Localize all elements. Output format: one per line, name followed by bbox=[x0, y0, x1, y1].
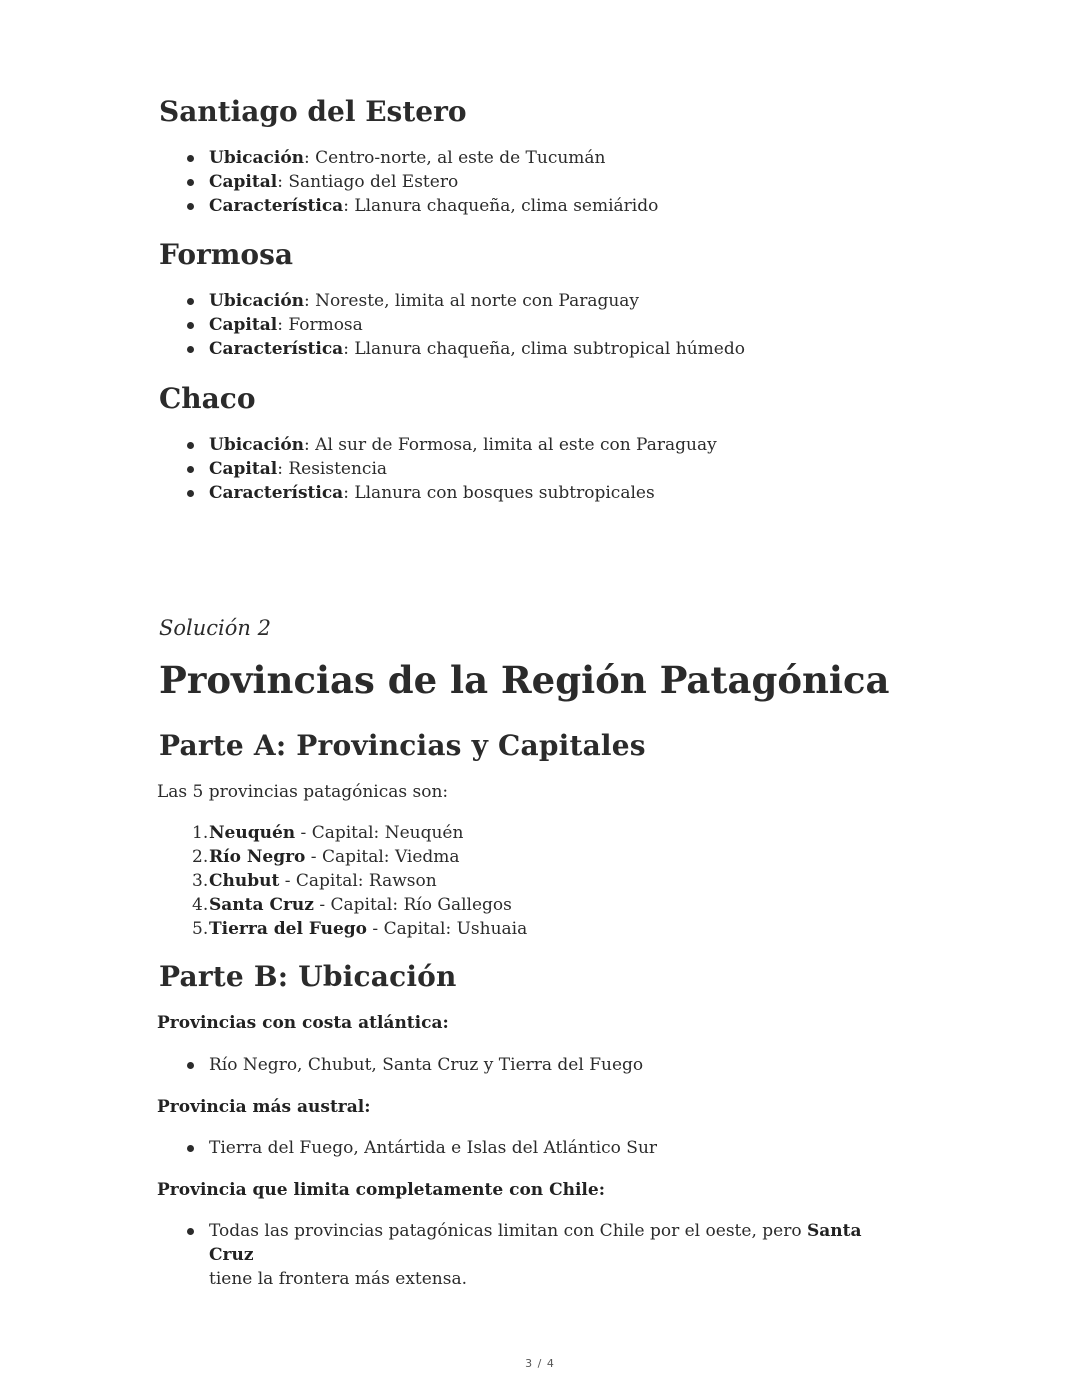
capital-text: - Capital: Río Gallegos bbox=[313, 895, 512, 915]
province-name: Neuquén bbox=[209, 823, 296, 843]
list-item bbox=[159, 1219, 899, 1291]
province-details-chaco bbox=[159, 433, 717, 505]
list-number: 1. bbox=[192, 823, 209, 843]
list-number: 5. bbox=[192, 919, 209, 939]
bullet-icon bbox=[187, 1145, 194, 1152]
list-item bbox=[159, 457, 717, 481]
capital-text: - Capital: Neuquén bbox=[295, 823, 464, 843]
part-a-intro: Las 5 provincias patagónicas son: bbox=[157, 782, 449, 802]
item-value: : Llanura chaqueña, clima subtropical húmedo bbox=[343, 339, 745, 359]
solution-label: Solución 2 bbox=[159, 616, 271, 640]
item-label: Característica bbox=[209, 483, 344, 503]
item-value: : Santiago del Estero bbox=[277, 172, 459, 192]
province-details-santiago bbox=[159, 146, 658, 218]
province-heading-formosa: Formosa bbox=[159, 238, 293, 271]
item-label: Capital bbox=[209, 315, 278, 335]
list-item bbox=[159, 917, 527, 941]
list-number: 2. bbox=[192, 847, 209, 867]
list-number: 3. bbox=[192, 871, 209, 891]
question-southernmost: Provincia más austral: bbox=[157, 1097, 371, 1117]
item-label: Característica bbox=[209, 339, 344, 359]
list-item bbox=[159, 313, 745, 337]
answer-highlight: Santa Cruz bbox=[209, 1221, 862, 1265]
question-chile-border: Provincia que limita completamente con Chile: bbox=[157, 1180, 605, 1200]
list-item bbox=[159, 869, 527, 893]
province-name: Chubut bbox=[209, 871, 280, 891]
item-value: : Llanura con bosques subtropicales bbox=[343, 483, 655, 503]
item-label: Capital bbox=[209, 172, 278, 192]
question-atlantic-coast: Provincias con costa atlántica: bbox=[157, 1013, 449, 1033]
list-item bbox=[159, 481, 717, 505]
province-heading-chaco: Chaco bbox=[159, 382, 256, 415]
bullet-icon bbox=[187, 466, 194, 473]
answer-southernmost bbox=[159, 1136, 657, 1160]
list-item bbox=[159, 1053, 643, 1077]
item-value: : Noreste, limita al norte con Paraguay bbox=[304, 291, 640, 311]
province-capital-list bbox=[159, 821, 527, 941]
page-title: Provincias de la Región Patagónica bbox=[159, 658, 890, 702]
list-item bbox=[159, 893, 527, 917]
answer-text: Río Negro, Chubut, Santa Cruz y Tierra del Fuego bbox=[209, 1055, 644, 1075]
province-name: Tierra del Fuego bbox=[209, 919, 368, 939]
item-label: Ubicación bbox=[209, 291, 305, 311]
answer-text: Todas las provincias patagónicas limitan con Chile por el oeste, pero bbox=[209, 1221, 807, 1241]
capital-text: - Capital: Rawson bbox=[279, 871, 437, 891]
bullet-icon bbox=[187, 346, 194, 353]
item-label: Característica bbox=[209, 196, 344, 216]
bullet-icon bbox=[187, 179, 194, 186]
province-details-formosa bbox=[159, 289, 745, 361]
province-name: Santa Cruz bbox=[209, 895, 314, 915]
item-value: : Centro-norte, al este de Tucumán bbox=[304, 148, 606, 168]
bullet-icon bbox=[187, 298, 194, 305]
part-b-heading: Parte B: Ubicación bbox=[159, 960, 457, 993]
list-item bbox=[159, 146, 658, 170]
bullet-icon bbox=[187, 442, 194, 449]
list-item bbox=[159, 337, 745, 361]
list-number: 4. bbox=[192, 895, 209, 915]
list-item bbox=[159, 821, 527, 845]
bullet-icon bbox=[187, 1062, 194, 1069]
list-item bbox=[159, 1136, 657, 1160]
capital-text: - Capital: Viedma bbox=[305, 847, 460, 867]
item-label: Ubicación bbox=[209, 435, 305, 455]
item-value: : Resistencia bbox=[277, 459, 388, 479]
bullet-icon bbox=[187, 1228, 194, 1235]
item-value: : Formosa bbox=[277, 315, 363, 335]
list-item bbox=[159, 194, 658, 218]
part-a-heading: Parte A: Provincias y Capitales bbox=[159, 729, 646, 762]
list-item bbox=[159, 170, 658, 194]
bullet-icon bbox=[187, 155, 194, 162]
item-value: : Llanura chaqueña, clima semiárido bbox=[343, 196, 659, 216]
list-item bbox=[159, 289, 745, 313]
province-heading-santiago: Santiago del Estero bbox=[159, 95, 467, 128]
item-label: Ubicación bbox=[209, 148, 305, 168]
capital-text: - Capital: Ushuaia bbox=[367, 919, 528, 939]
answer-atlantic-coast bbox=[159, 1053, 643, 1077]
item-label: Capital bbox=[209, 459, 278, 479]
list-item bbox=[159, 845, 527, 869]
list-item bbox=[159, 433, 717, 457]
bullet-icon bbox=[187, 490, 194, 497]
answer-text-continued: tiene la frontera más extensa. bbox=[209, 1269, 468, 1289]
bullet-icon bbox=[187, 203, 194, 210]
bullet-icon bbox=[187, 322, 194, 329]
item-value: : Al sur de Formosa, limita al este con Paraguay bbox=[304, 435, 717, 455]
answer-chile-border bbox=[159, 1219, 899, 1291]
province-name: Río Negro bbox=[209, 847, 306, 867]
page-number: 3 / 4 bbox=[525, 1357, 555, 1370]
answer-text: Tierra del Fuego, Antártida e Islas del Atlántico Sur bbox=[209, 1138, 658, 1158]
